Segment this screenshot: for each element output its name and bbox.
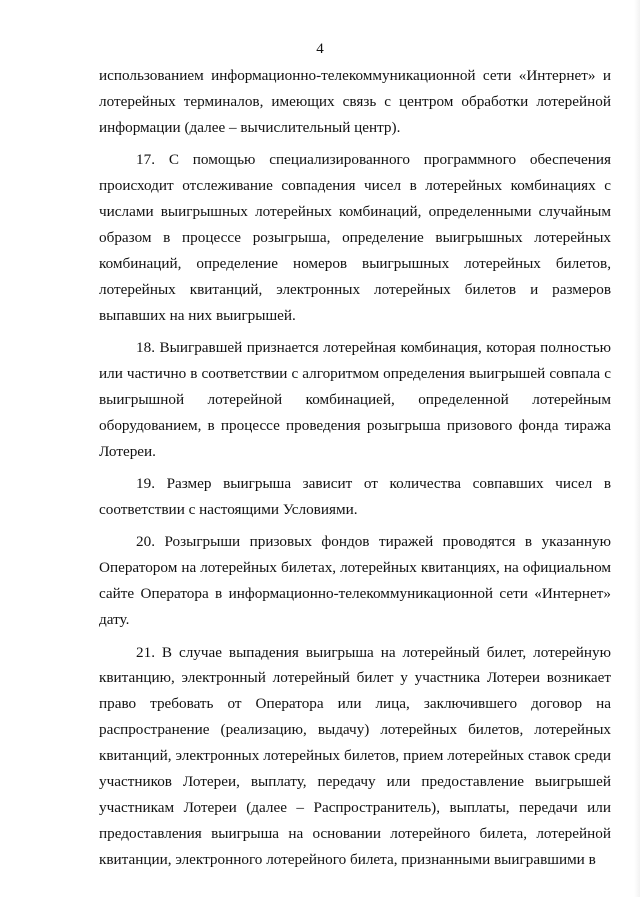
paragraph-19: 19. Размер выигрыша зависит от количества совпавших чисел в соответствии с настоящими Условиями. — [99, 475, 611, 518]
paragraph-continuation: использованием информационно-телекоммуникационной сети «Интернет» и лотерейных терминалов, имеющих связь с центром обработки лотерейной информации (далее – вычислительный центр). — [99, 67, 611, 136]
paragraph-20: 20. Розыгрыши призовых фондов тиражей проводятся в указанную Оператором на лотерейных билетах, лотерейных квитанциях, на официальном сайте Оператора в информационно-телекоммуникационной сети «Интернет» дату. — [99, 533, 611, 629]
document-body — [99, 63, 611, 879]
paragraph-17: 17. С помощью специализированного программного обеспечения происходит отслеживание совпадения чисел в лотерейных комбинациях с числами выигрышных лотерейных комбинаций, определенными случайным образом в процессе розыгрыша, определение выигрышных лотерейных комбинаций, определение номеров выигрышных лотерейных билетов, лотерейных квитанций, электронных лотерейных билетов и размеров выпавших на них выигрышей. — [99, 151, 611, 324]
paragraph-21: 21. В случае выпадения выигрыша на лотерейный билет, лотерейную квитанцию, электронный лотерейный билет у участника Лотереи возникает право требовать от Оператора или лица, заключившего договор на распространение (реализацию, выдачу) лотерейных билетов, лотерейных квитанций, электронных лотерейных билетов, прием лотерейных ставок среди участников Лотереи, выплату, передачу или предоставление выигрышей участникам Лотереи (далее – Распространитель), выплаты, передачи или предоставления выигрыша на основании лотерейного билета, лотерейной квитанции, электронного лотерейного билета, признанными выигравшими в — [99, 643, 611, 868]
page-number: 4 — [316, 41, 324, 57]
paragraph-18: 18. Выигравшей признается лотерейная комбинация, которая полностью или частично в соответствии с алгоритмом определения выигрышей совпала с выигрышной лотерейной комбинацией, определенной лотерейным оборудованием, в процессе проведения розыгрыша призового фонда тиража Лотереи. — [99, 339, 611, 460]
scan-edge — [634, 0, 640, 897]
